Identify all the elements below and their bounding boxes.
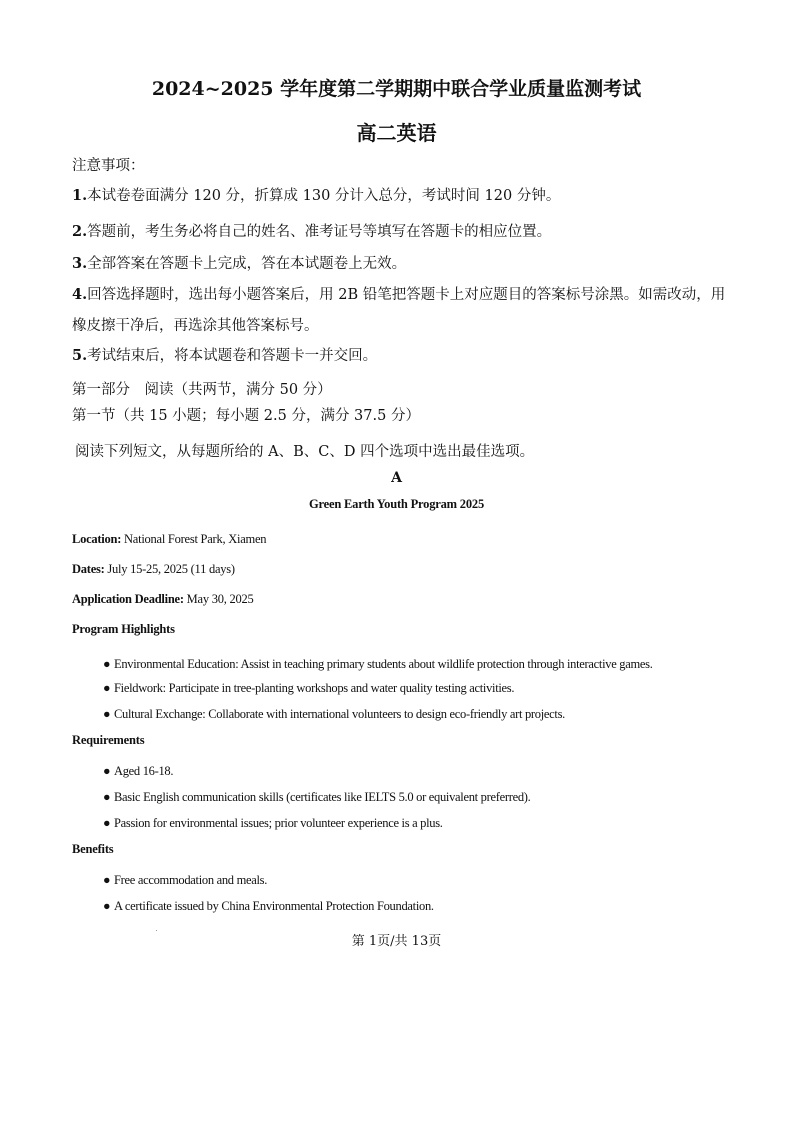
notice-item: 3.全部答案在答题卡上完成，答在本试题卷上无效。 [72, 255, 407, 272]
requirement-item: ● Passion for environmental issues; prior volunteer experience is a plus. [103, 816, 443, 830]
section-heading: 第一节（共 15 小题；每小题 2.5 分，满分 37.5 分） [72, 408, 420, 424]
passage-letter: A [391, 470, 402, 486]
notice-item: 2.答题前，考生务必将自己的姓名、准考证号等填写在答题卡的相应位置。 [72, 223, 552, 240]
page-footer: 第 1页/共 13页 [351, 934, 442, 949]
benefit-item: ● Free accommodation and meals. [103, 873, 268, 887]
benefits-heading: Benefits [72, 842, 114, 856]
location-line: Location: National Forest Park, Xiamen [72, 532, 267, 546]
exam-subject: 高二英语 [356, 121, 437, 145]
highlight-item: ● Cultural Exchange: Collaborate with international volunteers to design eco-friendly art projects. [103, 707, 565, 721]
notice-item: 1.本试卷卷面满分 120 分，折算成 130 分计入总分，考试时间 120 分钟。 [72, 187, 561, 204]
part-heading: 第一部分 阅读（共两节，满分 50 分） [72, 382, 332, 398]
requirement-item: ● Aged 16-18. [103, 764, 174, 778]
notice-heading: 注意事项： [72, 158, 145, 174]
passage-title: Green Earth Youth Program 2025 [308, 497, 484, 511]
notice-item: 4.回答选择题时，选出每小题答案后，用 2B 铅笔把答题卡上对应题目的答案标号涂黑。如需改动，用橡皮擦干净后，再选涂其他答案标号。 [72, 286, 726, 334]
reading-instructions: 阅读下列短文，从每题所给的 A、B、C、D 四个选项中选出最佳选项。 [75, 444, 535, 460]
requirement-item: ● Basic English communication skills (certificates like IELTS 5.0 or equivalent preferred). [103, 790, 531, 804]
highlights-heading: Program Highlights [72, 622, 175, 636]
highlight-item: ● Fieldwork: Participate in tree-planting workshops and water quality testing activities. [103, 681, 515, 695]
dates-line: Dates: July 15-25, 2025 (11 days) [72, 562, 235, 576]
highlight-item: ● Environmental Education: Assist in teaching primary students about wildlife protection through interactive games. [103, 657, 653, 671]
exam-title: 2024~2025 学年度第二学期期中联合学业质量监测考试 [151, 78, 642, 100]
deadline-line: Application Deadline: May 30, 2025 [72, 592, 254, 606]
notice-item: 5.考试结束后，将本试题卷和答题卡一并交回。 [72, 347, 378, 364]
requirements-heading: Requirements [72, 733, 145, 747]
benefit-item: ● A certificate issued by China Environmental Protection Foundation. [103, 899, 434, 913]
